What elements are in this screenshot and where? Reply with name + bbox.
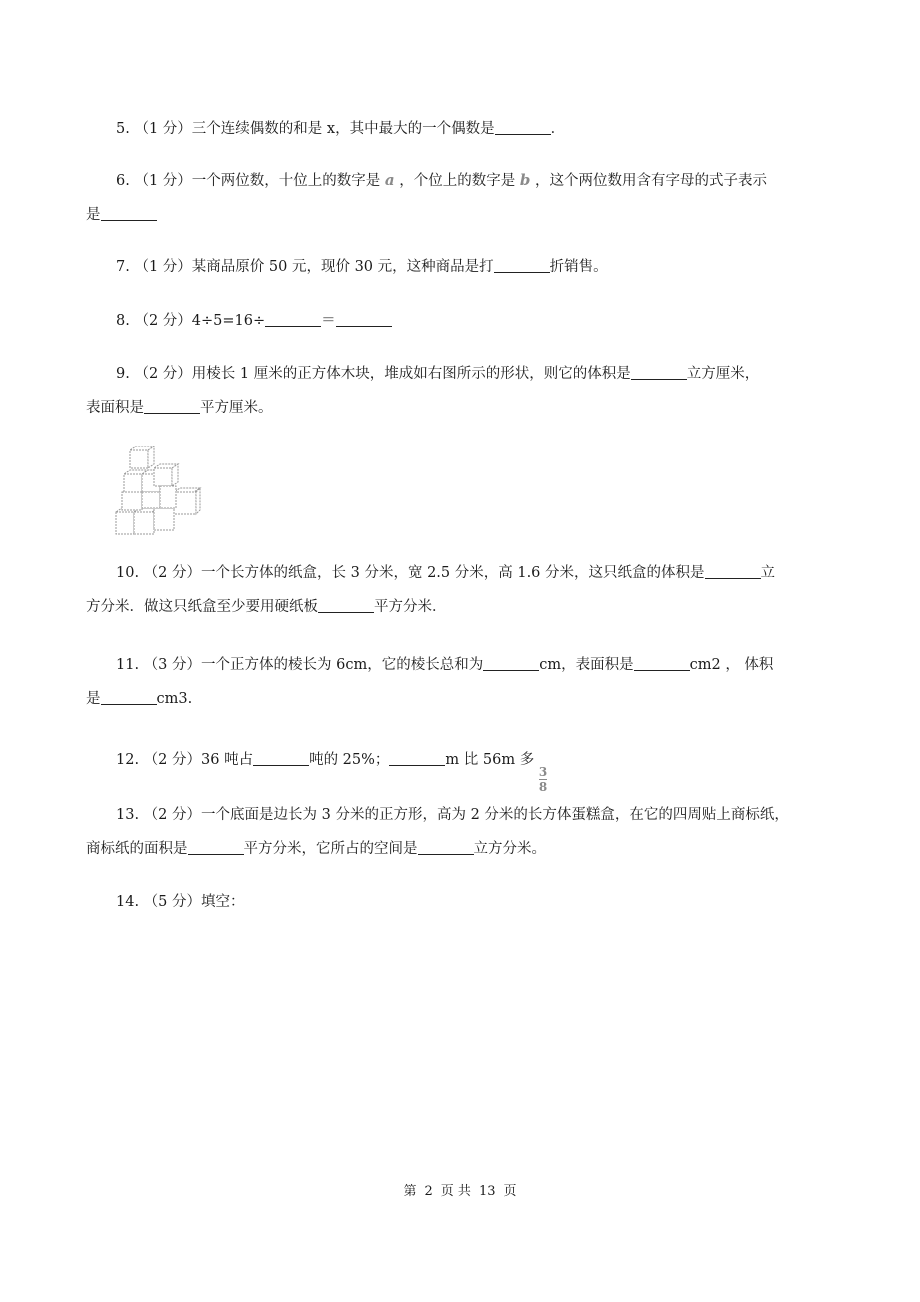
answer-blank[interactable] <box>494 258 550 273</box>
page-footer: 第 2 页 共 13 页 <box>403 1184 517 1199</box>
cube-row2-right <box>154 464 178 486</box>
question-12: 12. （2 分）36 吨占 吨的 25%； m 比 56m 多 $\frac{3}{8}$ <box>116 752 548 794</box>
answer-blank[interactable] <box>495 120 551 135</box>
answer-blank[interactable] <box>101 206 157 221</box>
answer-blank[interactable] <box>336 312 392 327</box>
answer-blank[interactable] <box>705 564 761 579</box>
question-7: 7. （1 分）某商品原价 50 元，现价 30 元，这种商品是打 折销售。 <box>116 259 608 275</box>
answer-blank[interactable] <box>631 365 687 380</box>
cube-stack-figure <box>112 446 212 538</box>
variable-a: a <box>384 171 395 189</box>
answer-blank[interactable] <box>144 399 200 414</box>
question-11: 11. （3 分）一个正方体的棱长为 6cm，它的棱长总和为 cm，表面积是 cm2 ， 体积 是 cm3. <box>86 657 774 707</box>
answer-blank[interactable] <box>253 751 309 766</box>
question-5: 5. （1 分）三个连续偶数的和是 x，其中最大的一个偶数是 ． <box>116 121 566 137</box>
answer-blank[interactable] <box>418 840 474 855</box>
page-number: 2 <box>424 1184 433 1199</box>
answer-blank[interactable] <box>188 840 244 855</box>
question-9: 9. （2 分）用棱长 1 厘米的正方体木块，堆成如右图所示的形状，则它的体积是 立方厘米， 表面积是 平方厘米。 <box>86 366 760 416</box>
answer-blank[interactable] <box>101 690 157 705</box>
answer-blank[interactable] <box>318 598 374 613</box>
question-13: 13. （2 分）一个底面是边长为 3 分米的正方形，高为 2 分米的长方体蛋糕盒，在它的四周贴上商标纸， 商标纸的面积是 平方分米，它所占的空间是 立方分米。 <box>86 807 789 857</box>
answer-blank[interactable] <box>634 656 690 671</box>
page-total: 13 <box>478 1184 496 1199</box>
fraction-three-eighths: $\frac{3}{8}$ <box>538 765 548 794</box>
question-6: 6. （1 分）一个两位数，十位上的数字是 a ，个位上的数字是 b ，这个两位数用含有字母的式子表示 是 <box>86 171 767 223</box>
question-8: 8. （2 分）4÷5=16÷ ＝ <box>86 304 842 338</box>
cube-bottom-4 <box>174 488 200 514</box>
variable-b: b <box>519 171 531 189</box>
question-10: 10. （2 分）一个长方体的纸盒，长 3 分米，宽 2.5 分米，高 1.6 分米，这只纸盒的体积是 立 方分米．做这只纸盒至少要用硬纸板 平方分米． <box>86 565 776 615</box>
answer-blank[interactable] <box>389 751 445 766</box>
question-14: 14. （5 分）填空： <box>116 894 245 910</box>
cube-top <box>130 446 154 468</box>
answer-blank[interactable] <box>265 312 321 327</box>
answer-blank[interactable] <box>483 656 539 671</box>
